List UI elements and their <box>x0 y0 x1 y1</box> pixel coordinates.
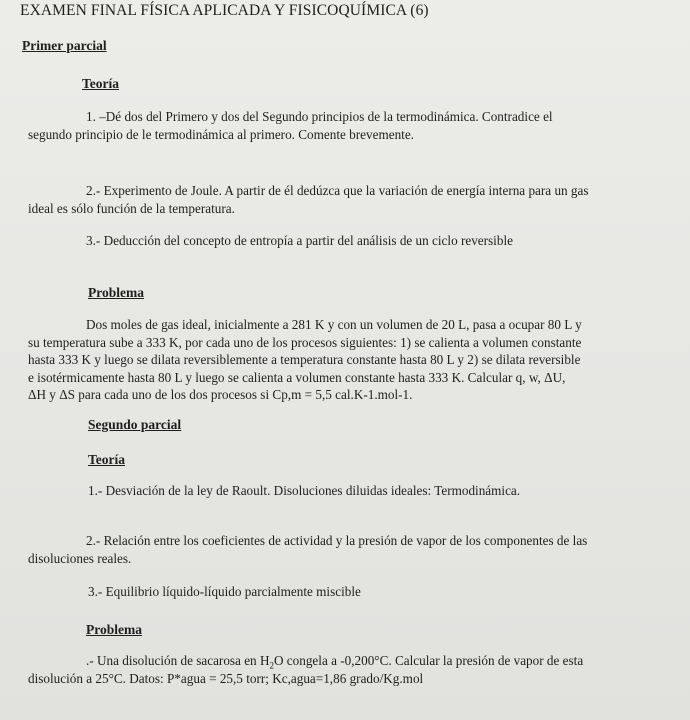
segundo-problema-text <box>28 652 583 687</box>
segundo-question-3 <box>88 583 361 601</box>
segundo-problema-line-2: disolución a 25°C. Datos: P*agua = 25,5 torr; Kc,agua=1,86 grado/Kg.mol <box>28 670 424 686</box>
segundo-q3-line: 3.- Equilibrio líquido-líquido parcialmente miscible <box>88 584 361 599</box>
primer-problema-line-1: Dos moles de gas ideal, inicialmente a 281 K y con un volumen de 20 L, pasa a ocupar 80 L y <box>86 317 582 332</box>
primer-problema-line-2: su temperatura sube a 333 K, por cada uno de los procesos siguientes: 1) se calienta a volumen constante <box>28 334 582 350</box>
primer-teoria-heading: Teoría <box>82 76 119 91</box>
primer-q1-line-2: segundo principio de le termodinámica al primero. Comente brevemente. <box>28 126 414 142</box>
segundo-teoria-heading: Teoría <box>88 452 125 467</box>
segundo-problema-line-1-after: O congela a -0,200°C. Calcular la presión de vapor de esta <box>273 653 584 668</box>
segundo-q2-line-1: 2.- Relación entre los coeficientes de actividad y la presión de vapor de los componentes de las <box>86 533 588 548</box>
primer-q3-line: 3.- Deducción del concepto de entropía a partir del análisis de un ciclo reversible <box>86 233 513 248</box>
segundo-question-1 <box>88 482 520 500</box>
segundo-q2-line-2: disoluciones reales. <box>28 550 132 566</box>
primer-problema-text <box>28 316 582 404</box>
segundo-problema-line-1 <box>28 652 583 670</box>
segundo-problema-heading: Problema <box>86 622 142 637</box>
primer-question-3 <box>86 232 513 250</box>
primer-question-2 <box>28 182 589 217</box>
segundo-parcial-heading: Segundo parcial <box>88 417 182 432</box>
primer-parcial-heading: Primer parcial <box>22 38 107 53</box>
primer-problema-line-4: e isotérmicamente hasta 80 L y luego se calienta a volumen constante hasta 333 K. Calcular q, w, ΔU, <box>28 369 566 385</box>
segundo-q1-line: 1.- Desviación de la ley de Raoult. Disoluciones diluidas ideales: Termodinámica. <box>88 483 521 498</box>
exam-title: EXAMEN FINAL FÍSICA APLICADA Y FISICOQUÍMICA (6) <box>20 2 429 19</box>
primer-q1-line-1: 1. –Dé dos del Primero y dos del Segundo principios de la termodinámica. Contradice el <box>86 109 553 124</box>
primer-problema-heading: Problema <box>88 285 144 300</box>
h2o-subscript: 2 <box>269 660 274 671</box>
primer-q2-line-1: 2.- Experimento de Joule. A partir de él dedúzca que la variación de energía interna para un gas <box>86 183 589 198</box>
primer-question-1 <box>28 108 553 143</box>
primer-problema-line-5: ΔH y ΔS para cada uno de los dos procesos si Cp,m = 5,5 cal.K-1.mol-1. <box>28 387 413 402</box>
segundo-problema-line-1-before: .- Una disolución de sacarosa en H <box>86 653 270 668</box>
primer-problema-line-3: hasta 333 K y luego se dilata reversiblemente a temperatura constante hasta 80 L y 2) se dilata reversible <box>28 352 581 367</box>
segundo-question-2 <box>28 532 587 567</box>
primer-q2-line-2: ideal es sólo función de la temperatura. <box>28 200 235 216</box>
